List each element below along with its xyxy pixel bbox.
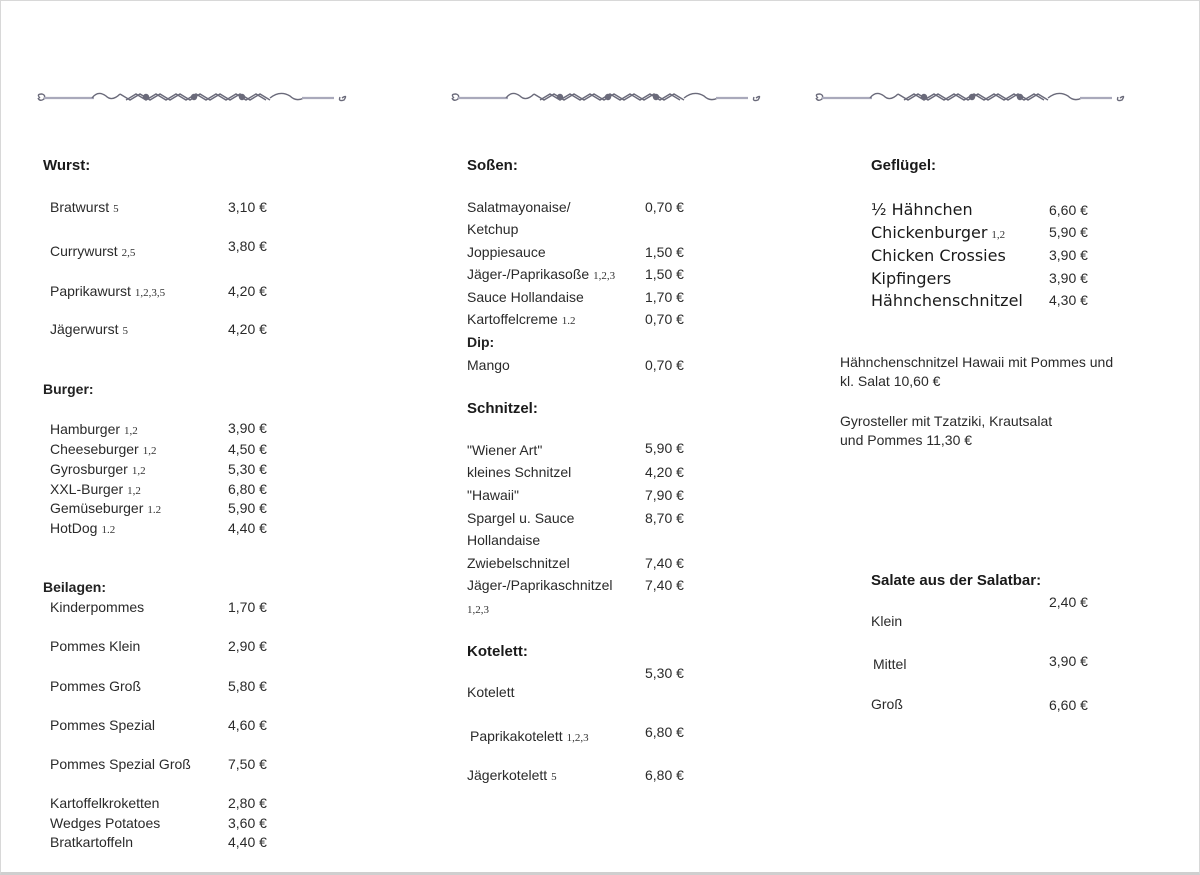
menu-item-name: Kipfingers <box>871 269 952 288</box>
menu-item-name: Mittel <box>873 656 907 672</box>
menu-item-name: kleines Schnitzel <box>467 464 572 480</box>
menu-item-price: 2,90 € <box>228 638 267 654</box>
menu-item-name: Kotelett <box>467 684 515 700</box>
menu-item-price: 6,80 € <box>228 481 267 497</box>
menu-item-name: Chicken Crossies <box>871 246 1006 265</box>
special-offer-note: Hähnchenschnitzel Hawaii mit Pommes und kl. Salat 10,60 € <box>840 354 1114 389</box>
menu-item-name: ½ Hähnchen <box>871 200 973 219</box>
menu-item-name: Pommes Spezial <box>50 717 156 733</box>
menu-item-price: 3,10 € <box>228 199 267 215</box>
menu-item-price: 5,30 € <box>228 461 267 477</box>
menu-item-name: Hollandaise <box>467 532 541 548</box>
menu-item-name: Kinderpommes <box>50 599 145 615</box>
menu-item-price: 2,80 € <box>228 795 267 811</box>
menu-item-name: Joppiesauce <box>467 244 546 260</box>
menu-item-name: Chickenburger 1,2 <box>871 223 1006 242</box>
menu-item-price: 0,70 € <box>645 357 684 373</box>
menu-item-price: 1,70 € <box>228 599 267 615</box>
menu-item-price: 6,80 € <box>645 724 684 740</box>
scroll-ornament-icon <box>34 86 352 110</box>
menu-item-price: 4,40 € <box>228 520 267 536</box>
allergen-note: 1,2,3 <box>467 604 489 616</box>
menu-item-name: Pommes Spezial Groß <box>50 756 191 772</box>
menu-item-price: 5,90 € <box>1049 224 1088 240</box>
section-title-salate: Salate aus der Salatbar: <box>871 572 1042 589</box>
menu-item-name: XXL-Burger 1,2 <box>50 481 141 497</box>
menu-item-name: Kartoffelkroketten <box>50 795 160 811</box>
dip-label: Dip: <box>467 334 495 350</box>
menu-item-price: 2,40 € <box>1049 594 1088 610</box>
menu-item-price: 6,60 € <box>1049 202 1088 218</box>
menu-item-name: Bratkartoffeln <box>50 834 134 850</box>
menu-item-name: Salatmayonaise/ <box>467 199 571 215</box>
menu-item-price: 5,90 € <box>228 500 267 516</box>
menu-item-name: Pommes Klein <box>50 638 141 654</box>
menu-item-price: 1,70 € <box>645 289 684 305</box>
menu-item-price: 3,80 € <box>228 238 267 254</box>
menu-item-name: Zwiebelschnitzel <box>467 555 570 571</box>
menu-item-name: "Wiener Art" <box>467 442 543 458</box>
menu-item-price: 5,30 € <box>645 665 684 681</box>
menu-item-name: Spargel u. Sauce <box>467 510 575 526</box>
menu-item-name: Ketchup <box>467 221 519 237</box>
menu-item-name: Paprikakotelett 1,2,3 <box>470 728 589 744</box>
section-title-schnitzel: Schnitzel: <box>467 400 538 417</box>
menu-item-price: 6,60 € <box>1049 697 1088 713</box>
menu-item-price: 3,90 € <box>1049 247 1088 263</box>
section-title-gefluegel: Geflügel: <box>871 157 937 174</box>
menu-item-price: 0,70 € <box>645 199 684 215</box>
menu-item-name: Cheeseburger 1,2 <box>50 441 157 457</box>
menu-item-name: Wedges Potatoes <box>50 815 161 831</box>
menu-item-name: Jägerwurst 5 <box>50 321 128 337</box>
menu-item-name: Paprikawurst 1,2,3,5 <box>50 283 166 299</box>
menu-item-name: Jägerkotelett 5 <box>467 767 557 783</box>
menu-item-name: HotDog 1.2 <box>50 520 116 536</box>
menu-item-price: 4,40 € <box>228 834 267 850</box>
scroll-ornament-icon <box>448 86 766 110</box>
menu-item-name: Hamburger 1,2 <box>50 421 138 437</box>
scroll-ornament-icon <box>812 86 1130 110</box>
menu-item-price: 1,50 € <box>645 244 684 260</box>
menu-item-price: 4,20 € <box>645 464 684 480</box>
menu-item-price: 4,50 € <box>228 441 267 457</box>
menu-item-price: 3,90 € <box>1049 270 1088 286</box>
menu-item-price: 3,90 € <box>1049 653 1088 669</box>
menu-item-price: 7,50 € <box>228 756 267 772</box>
menu-item-price: 4,20 € <box>228 283 267 299</box>
menu-item-price: 7,40 € <box>645 555 684 571</box>
menu-item-name: Bratwurst 5 <box>50 199 119 215</box>
menu-item-name: Gyrosburger 1,2 <box>50 461 146 477</box>
menu-item-name: Currywurst 2,5 <box>50 243 136 259</box>
menu-item-price: 4,30 € <box>1049 292 1088 308</box>
menu-item-name: Kartoffelcreme 1.2 <box>467 311 576 327</box>
menu-item-name: Hähnchenschnitzel <box>871 291 1023 310</box>
menu-item-price: 6,80 € <box>645 767 684 783</box>
menu-item-price: 7,90 € <box>645 487 684 503</box>
menu-item-name: Sauce Hollandaise <box>467 289 584 305</box>
menu-item-price: 0,70 € <box>645 311 684 327</box>
menu-item-price: 3,90 € <box>228 420 267 436</box>
menu-item-price: 5,90 € <box>645 440 684 456</box>
menu-item-name: Jäger-/Paprikaschnitzel <box>467 577 613 593</box>
menu-item-name: Klein <box>871 613 903 629</box>
menu-item-price: 5,80 € <box>228 678 267 694</box>
section-title-wurst: Wurst: <box>43 157 91 174</box>
menu-item-price: 3,60 € <box>228 815 267 831</box>
menu-item-price: 4,60 € <box>228 717 267 733</box>
menu-item-name: "Hawaii" <box>467 487 519 503</box>
menu-item-name: Pommes Groß <box>50 678 142 694</box>
menu-item-name: Groß <box>871 696 903 712</box>
menu-item-name: Jäger-/Paprikasoße 1,2,3 <box>467 266 616 282</box>
menu-item-price: 1,50 € <box>645 266 684 282</box>
menu-item-price: 8,70 € <box>645 510 684 526</box>
section-title-beilagen: Beilagen: <box>43 579 107 595</box>
menu-item-name: Gemüseburger 1.2 <box>50 500 162 516</box>
section-title-burger: Burger: <box>43 381 94 397</box>
special-offer-note: Gyrosteller mit Tzatziki, Krautsalat und Pommes 11,30 € <box>840 413 1053 448</box>
section-title-sossen: Soßen: <box>467 157 518 174</box>
section-title-kotelett: Kotelett: <box>467 643 528 660</box>
menu-item-price: 4,20 € <box>228 321 267 337</box>
menu-item-name: Mango <box>467 357 510 373</box>
menu-item-price: 7,40 € <box>645 577 684 593</box>
